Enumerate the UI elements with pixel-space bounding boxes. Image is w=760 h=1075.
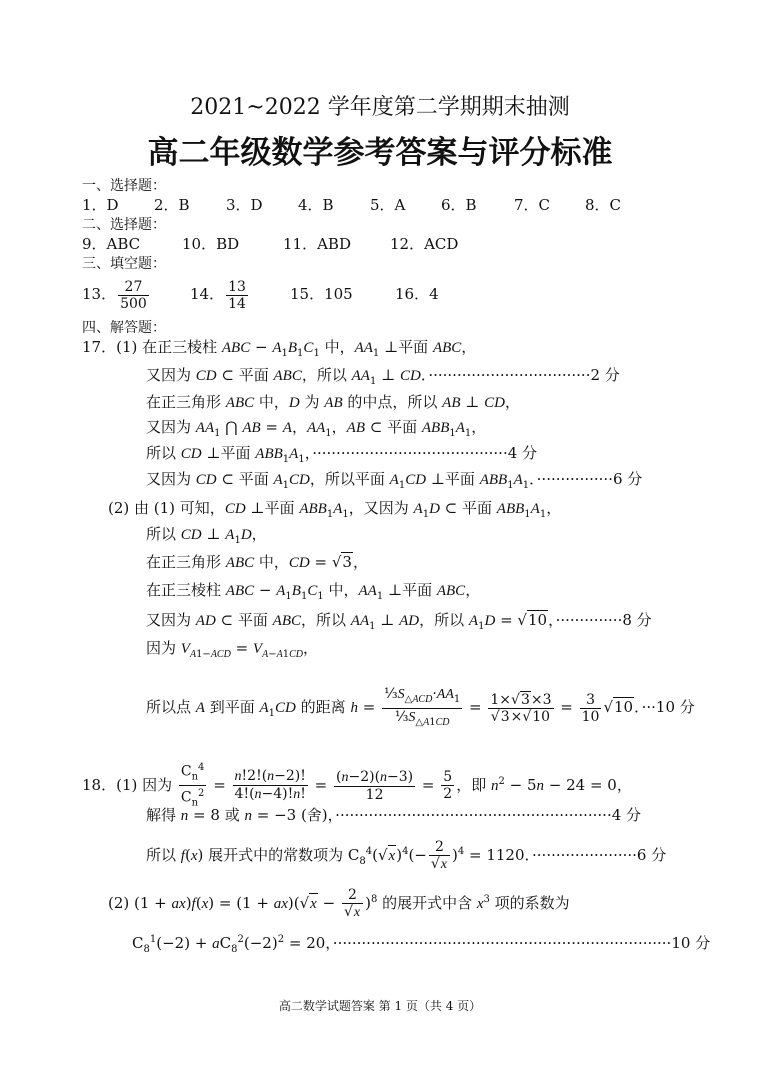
q14-fraction — [226, 279, 248, 312]
score-label: 2 分 — [590, 366, 620, 384]
q14-numerator: 13 — [228, 278, 246, 295]
p17-line: 又因为 $AA_1$ ⋂ AB = A，$AA_1$，AB ⊂ 平面 $ABB_1A_1$， — [146, 418, 487, 439]
answer-item: 2．B — [154, 196, 190, 214]
p17-line: 因为 $V_{A1-ACD} = V_{A-A1CD}$， — [146, 639, 318, 660]
section4-heading: 四、解答题： — [82, 320, 166, 336]
answer-item: 3．D — [226, 196, 263, 214]
p18-line: 18．(1) 因为 $\frac{C_n^4}{C_n^2}$ = $\frac{n!2!(n-2)!}{4!(n-4)!n!}$ = $\frac{(n-2)(n-3)}{12}$ = $\frac{5}{2}$ ，即 $n^2 - 5n - 24 = 0$， — [82, 762, 632, 809]
p17-line: 又因为 AD ⊂ 平面 ABC，所以 $AA_1$ ⊥ AD，所以 $A_1D = √10$，··············8 分 — [146, 611, 652, 632]
p17-line: (2) 由 (1) 可知，CD ⊥平面 $ABB_1A_1$，又因为 $A_1D$ ⊂ 平面 $ABB_1A_1$， — [108, 499, 562, 520]
q14-answer — [190, 274, 250, 314]
score-label: 6 分 — [612, 470, 643, 488]
q16-answer: 16．4 — [395, 285, 439, 303]
p18-line: (2) (1 + ax)f(x) = (1 + ax)(√x − $\frac{2}{√x}$ )$^8$ 的展开式中含 $x^3$ 项的系数为 — [108, 887, 570, 920]
q14-label: 14． — [190, 285, 225, 303]
q13-label: 13． — [82, 285, 117, 303]
score-label: 6 分 — [636, 846, 667, 864]
distance-fraction: $\frac{\frac{1}{3}S_{\triangle ACD}\cdot AA_1}{\frac{1}{3}S_{\triangle A1CD}}$ — [384, 685, 461, 728]
answer-item: 6．B — [441, 196, 477, 214]
q13-fraction — [118, 279, 149, 312]
answer-item: 5．A — [370, 196, 406, 214]
p17-line: 所以点 A 到平面 $A_1CD$ 的距离 h = $\frac{\frac{1}{3}S_{\triangle ACD}\cdot AA_1}{\frac{1}{3}S_{\triangle A1CD}}$ = $\frac{1\times√3\times 3}{√3\times√10}$ = $\frac{3}{10}$ √10．···10 分 — [146, 672, 695, 749]
p17-line: 所以 CD ⊥ $A_1D$， — [146, 525, 267, 546]
answer-item: 11．ABD — [283, 235, 351, 253]
score-label: 4 分 — [611, 806, 642, 824]
section1-heading: 一、选择题： — [82, 178, 166, 194]
score-label: 4 分 — [507, 444, 538, 462]
score-label: 10 分 — [671, 934, 711, 952]
p17-line: 17．(1) 在正三棱柱 ABC − $A_1B_1C_1$ 中，$AA_1$ ⊥平面 ABC， — [82, 338, 477, 359]
score-label: 8 分 — [622, 611, 652, 629]
answer-item: 10．BD — [182, 235, 240, 253]
answer-item: 7．C — [514, 196, 551, 214]
answer-key-title: 高二年级数学参考答案与评分标准 — [147, 135, 613, 171]
answer-item: 1．D — [82, 196, 119, 214]
q15-answer: 15．105 — [290, 285, 353, 303]
score-label: 10 分 — [655, 698, 695, 716]
section2-heading: 二、选择题： — [82, 217, 166, 233]
p18-line: 所以 f(x) 展开式中的常数项为 $C_8^4(√x)^4(-$ $\frac{2}{√x}$ )$^4$ = 1120．······················6 分 — [146, 839, 667, 872]
q13-denominator: 500 — [120, 295, 147, 312]
p17-line: 所以 CD ⊥平面 $ABB_1A_1$，·········································4 分 — [146, 444, 538, 465]
q14-denominator: 14 — [228, 295, 246, 312]
page-footer: 高二数学试题答案 第 1 页（共 4 页） — [278, 999, 482, 1013]
exam-title: 2021~2022 学年度第二学期期末抽测 — [190, 95, 570, 120]
p17-line: 在正三角形 ABC 中，D 为 AB 的中点，所以 AB ⊥ CD， — [146, 393, 521, 411]
p18-line: $C_8^1(-2) + aC_8^2(-2)^2 = 20$，·······································································10 分 — [132, 934, 711, 955]
q13-numerator: 27 — [118, 279, 149, 296]
answer-item: 8．C — [585, 196, 622, 214]
answer-item: 4．B — [298, 196, 334, 214]
p17-line: 在正三棱柱 ABC − $A_1B_1C_1$ 中，$AA_1$ ⊥平面 ABC， — [146, 581, 481, 602]
section3-heading: 三、填空题： — [82, 256, 166, 272]
p17-line: 又因为 CD ⊂ 平面 ABC，所以 $AA_1$ ⊥ CD．··································2 分 — [146, 366, 620, 387]
answer-item: 9．ABC — [82, 235, 141, 253]
p17-line: 又因为 CD ⊂ 平面 $A_1CD$，所以平面 $A_1CD$ ⊥平面 $ABB_1A_1$．················6 分 — [146, 470, 643, 491]
answer-item: 12．ACD — [390, 235, 459, 253]
p17-line: 在正三角形 ABC 中，CD = √3， — [146, 553, 368, 571]
p18-line: 解得 n = 8 或 n = −3 (舍)，··························································4 分 — [146, 806, 642, 824]
q13-answer — [82, 274, 151, 314]
